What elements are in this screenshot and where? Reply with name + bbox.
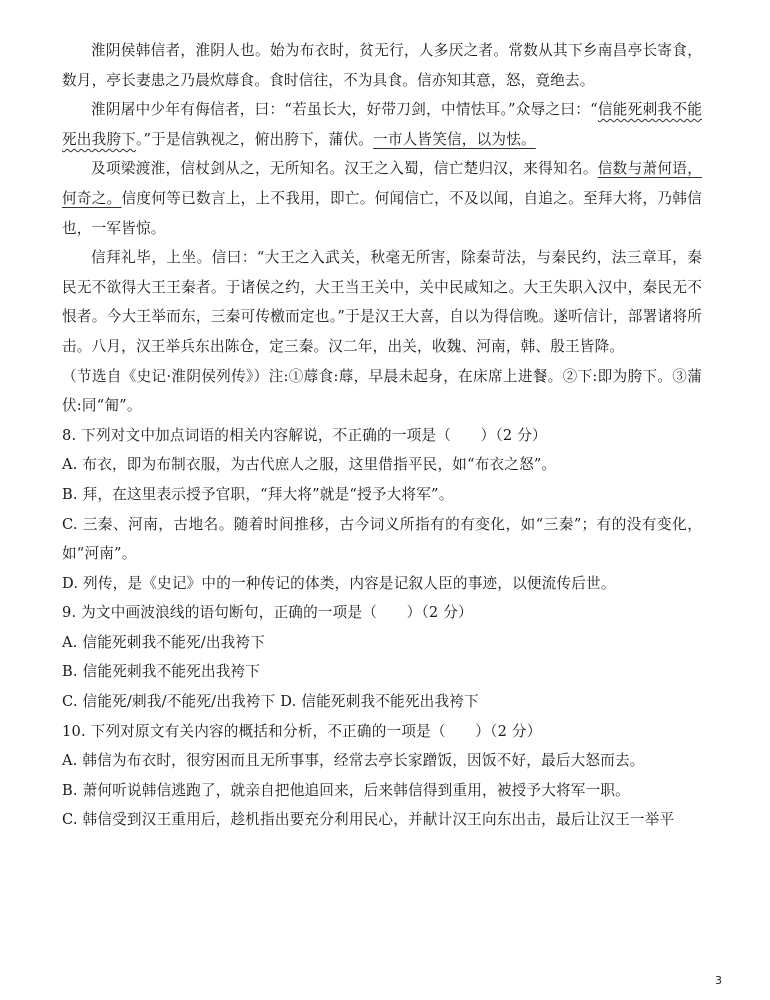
passage-paragraph-2 [62,95,702,154]
underlined-sentence: 一市人皆笑信，以为怯。 [373,130,536,148]
question-10-option-c: C. 韩信受到汉王重用后，趁机指出要充分利用民心，并献计汉王向东出击，最后让汉王一举平 [62,811,675,829]
underlined-sentence: 信数与萧何语，何奇之。 [62,160,702,207]
question-8-option-d: D. 列传，是《史记》中的一种传记的体类，内容是记叙人臣的事迹，以便流传后世。 [62,574,616,592]
question-9-options-c-d: C. 信能死/刺我/不能死/出我袴下 D. 信能死刺我不能死出我袴下 [62,693,479,711]
question-9-option-b: B. 信能死刺我不能死出我袴下 [62,663,261,681]
passage-text: 。”于是信孰视之，俯出胯下，蒲伏。 [135,130,374,148]
question-10: 10. 下列对原文有关内容的概括和分析，不正确的一项是（ ）（2 分） [62,722,542,740]
passage-text: 淮阴屠中少年有侮信者，曰：“若虽长大，好带刀剑，中情怯耳。”众辱之曰：“ [91,101,598,119]
question-10-option-b: B. 萧何听说韩信逃跑了，就亲自把他追回来，后来韩信得到重用，被授予大将军一职。 [62,781,630,799]
passage-paragraph-3 [62,154,702,243]
passage-text: 信度何等已数言上，上不我用，即亡。何闻信亡，不及以闻，自追之。至拜大将，乃韩信也，一军皆惊。 [62,189,702,237]
question-8-option-b: B. 拜，在这里表示授予官职，“拜大将”就是“授予大将军”。 [62,485,454,503]
question-8-option-c: C. 三秦、河南，古地名。随着时间推移，古今词义所指有的有变化，如“三秦”；有的没有变化，如“河南”。 [62,515,702,563]
wavy-underlined-sentence: 信能死刺我不能死出我胯下 [62,101,702,148]
question-10-option-a: A. 韩信为布衣时，很穷困而且无所事事，经常去亭长家蹭饭，因饭不好，最后大怒而去。 [62,752,645,770]
document-page [62,36,702,835]
passage-paragraph-1: 淮阴侯韩信者，淮阴人也。始为布衣时，贫无行，人多厌之者。常数从其下乡南昌亭长寄食，数月，亭长妻患之乃晨炊蓐食。食时信往，不为具食。信亦知其意，怒，竟绝去。 [62,42,702,89]
passage-paragraph-4: 信拜礼毕，上坐。信曰：“大王之入武关，秋毫无所害，除秦苛法，与秦民约，法三章耳，秦民无不欲得大王王秦者。于诸侯之约，大王当王关中，关中民咸知之。大王失职入汉中，秦民无不恨者。今大王举而东，三秦可传檄而定也。”于是汉王大喜，自以为得信晚。遂听信计，部署诸将所击。八月，汉王举兵东出陈仓，定三秦。汉二年，出关，收魏、河南，韩、殷王皆降。 [62,249,702,355]
page-number: 3 [715,974,722,987]
passage-text: 及项梁渡淮，信杖剑从之，无所知名。汉王之入蜀，信亡楚归汉，来得知名。 [91,160,598,178]
question-9: 9. 为文中画波浪线的语句断句，正确的一项是（ ）（2 分） [62,604,473,622]
question-8: 8. 下列对文中加点词语的相关内容解说，不正确的一项是（ ）（2 分） [62,426,547,444]
question-8-option-a: A. 布衣，即为布制衣服，为古代庶人之服，这里借指平民，如“布衣之怒”。 [62,456,557,474]
source-note: （节选自《史记·淮阴侯列传》）注:①蓐食:蓐，早晨未起身，在床席上进餐。②下:即为胯下。③蒲伏:同“匍”。 [62,367,702,415]
question-9-option-a: A. 信能死刺我不能死/出我袴下 [62,633,266,651]
